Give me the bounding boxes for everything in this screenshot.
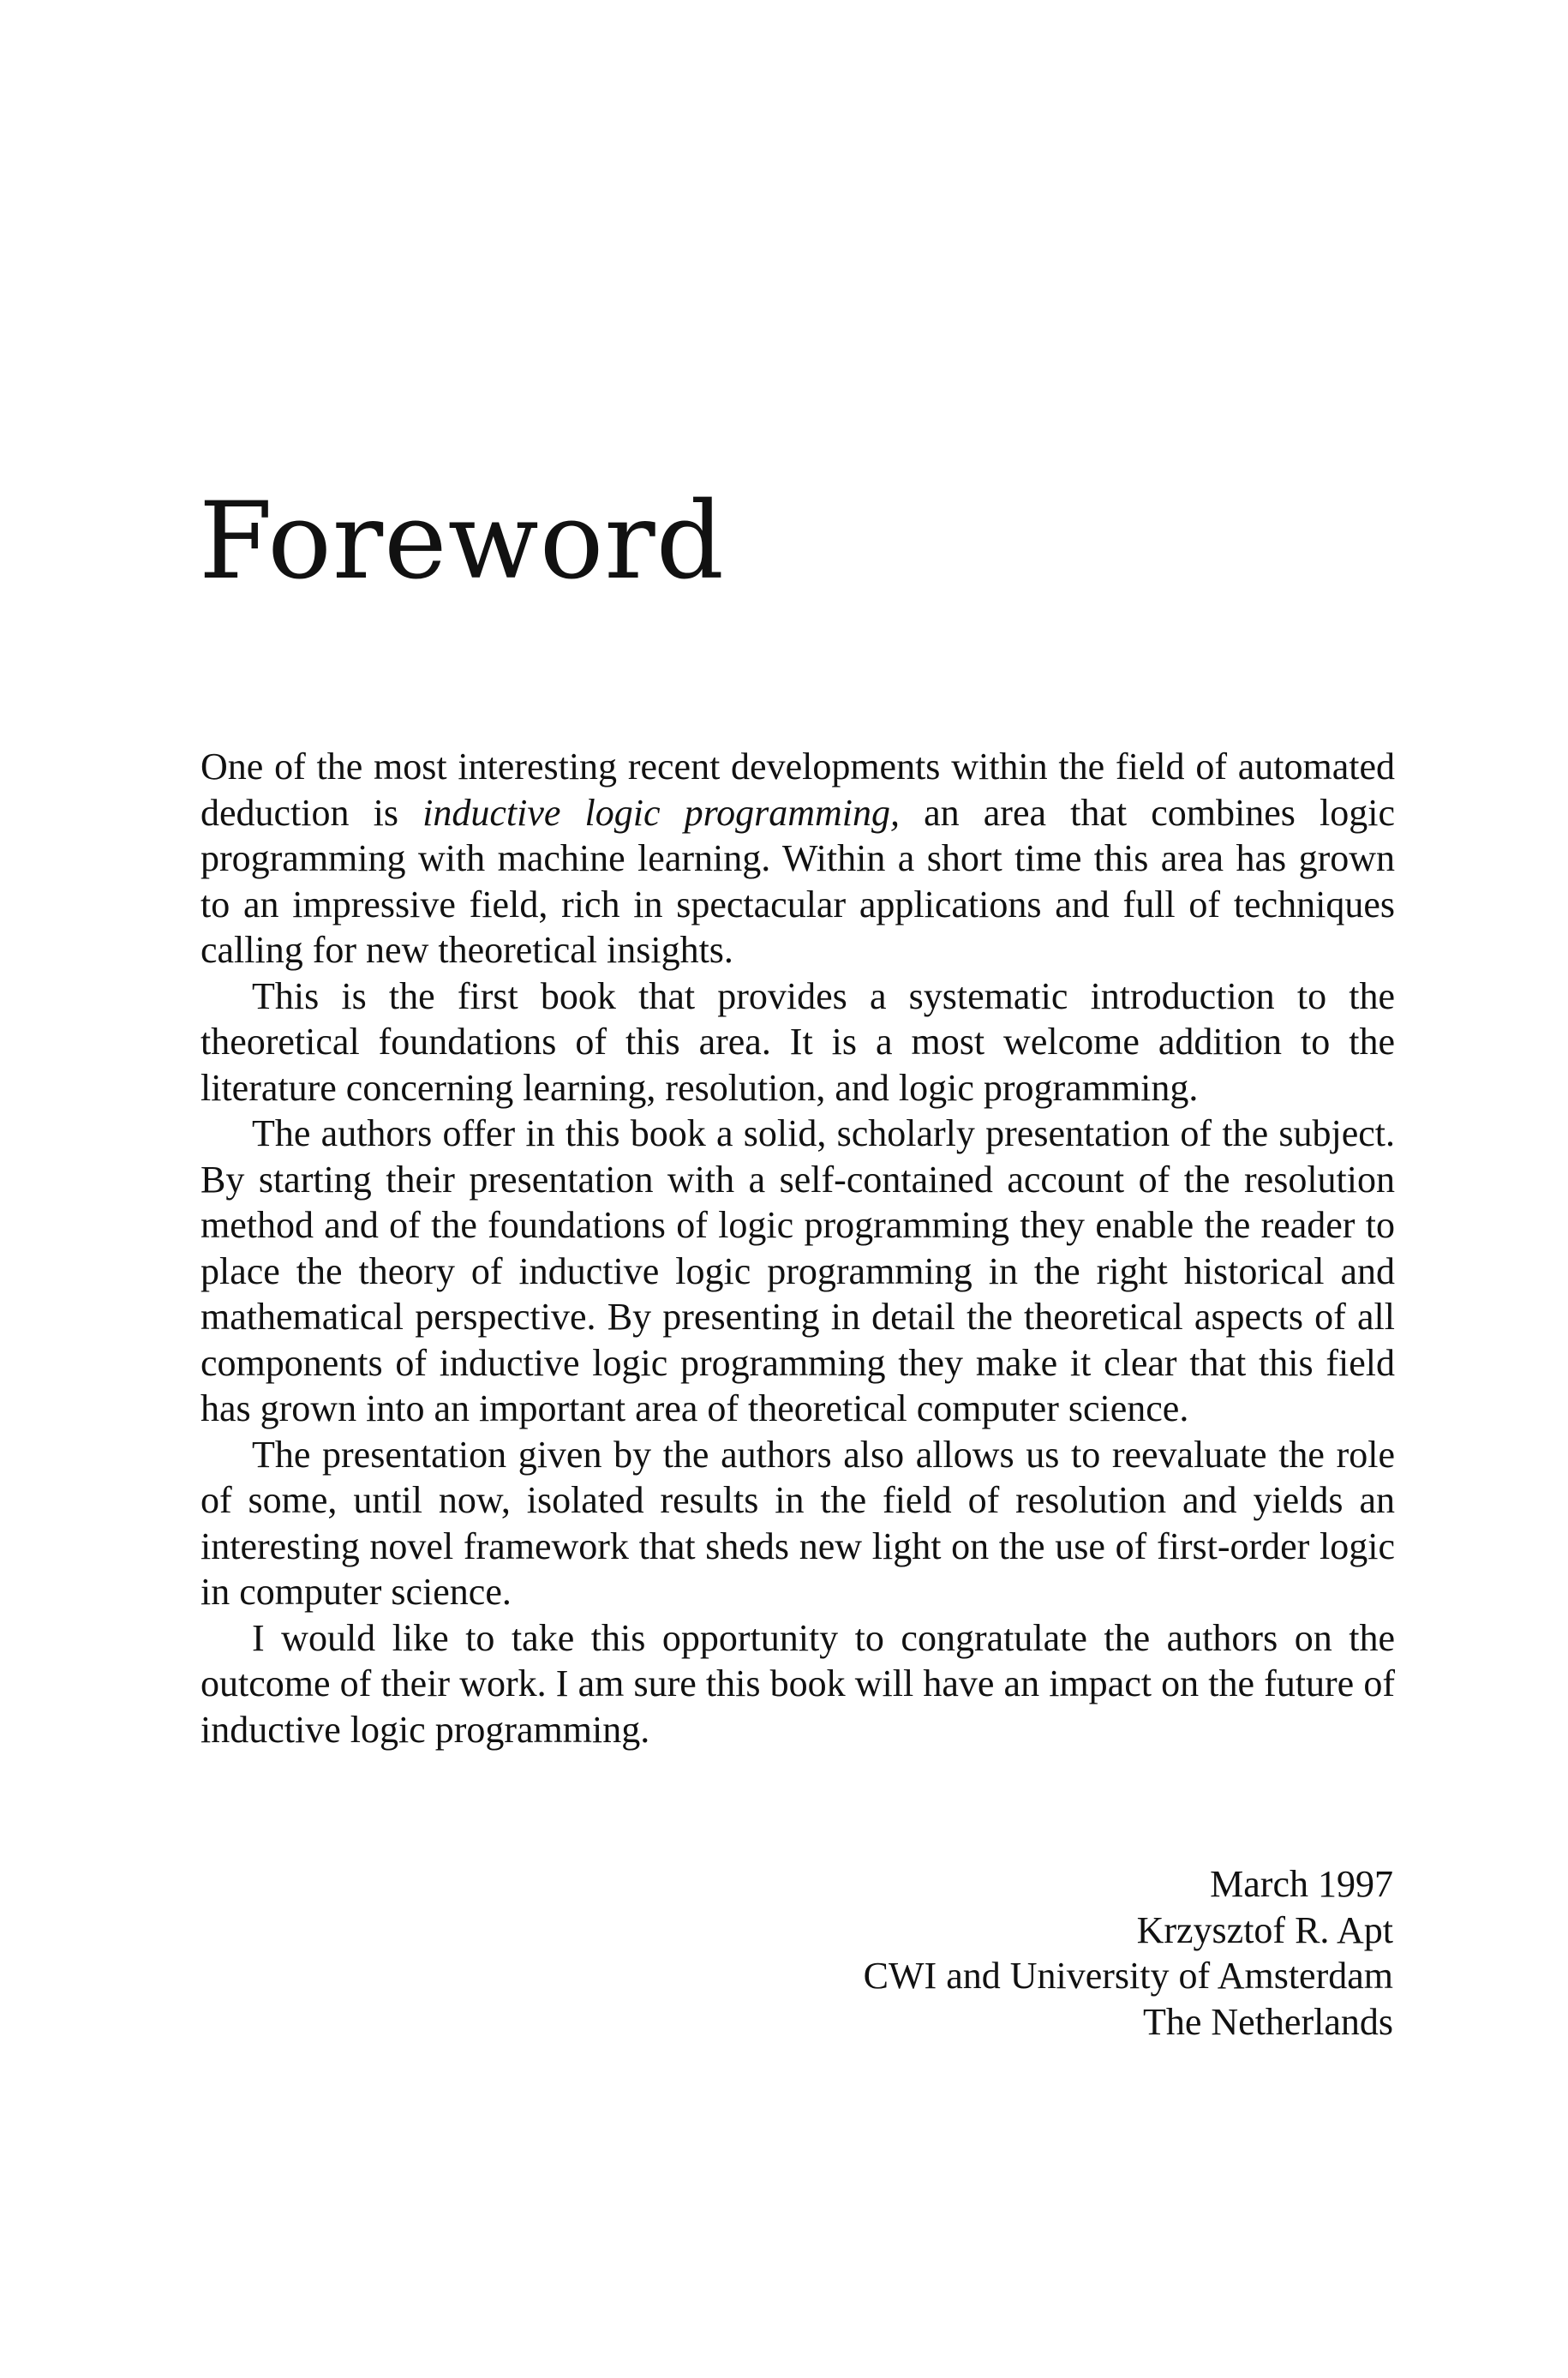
paragraph-4: The presentation given by the authors also allows us to reevaluate the role of some, until now, isolated results in the field of resolution and yields an interesting novel framework that sheds new light on the use of first-order logic in computer science. bbox=[200, 1433, 1395, 1613]
paragraph-1 bbox=[200, 744, 1395, 973]
paragraph-1-text-start: One of the most interesting recent developments within the field of automated deduction is bbox=[200, 746, 1395, 834]
signature-block bbox=[864, 1861, 1393, 2045]
signature-date: March 1997 bbox=[1210, 1863, 1393, 1905]
paragraph-2: This is the first book that provides a systematic introduction to the theoretical foundations of this area. It is a most welcome addition to the literature concerning learning, resolution, and logic programming. bbox=[200, 974, 1395, 1109]
paragraph-3: The authors offer in this book a solid, scholarly presentation of the subject. By starting their presentation with a self-contained account of the resolution method and of the foundations of logic programming they enable the reader to place the theory of inductive logic programming in the right historical and mathematical perspective. By presenting in detail the theoretical aspects of all components of inductive logic programming they make it clear that this field has grown into an important area of theoretical computer science. bbox=[200, 1112, 1395, 1429]
signature-affiliation: CWI and University of Amsterdam bbox=[863, 1955, 1393, 1997]
paragraph-1-emphasis: inductive logic programming, bbox=[422, 791, 900, 834]
signature-author: Krzysztof R. Apt bbox=[1136, 1908, 1393, 1951]
paragraph-1-text-end: an area that combines logic programming with machine learning. Within a short time this area has grown to an impressive field, rich in spectacular applications and full of techniques calling for new theoretical insights. bbox=[200, 791, 1395, 971]
signature-country: The Netherlands bbox=[1143, 2000, 1393, 2043]
foreword-body bbox=[200, 744, 1395, 1752]
page-title: Foreword bbox=[199, 480, 726, 603]
paragraph-5: I would like to take this opportunity to congratulate the authors on the outcome of their work. I am sure this book will have an impact on the future of inductive logic programming. bbox=[200, 1616, 1395, 1751]
